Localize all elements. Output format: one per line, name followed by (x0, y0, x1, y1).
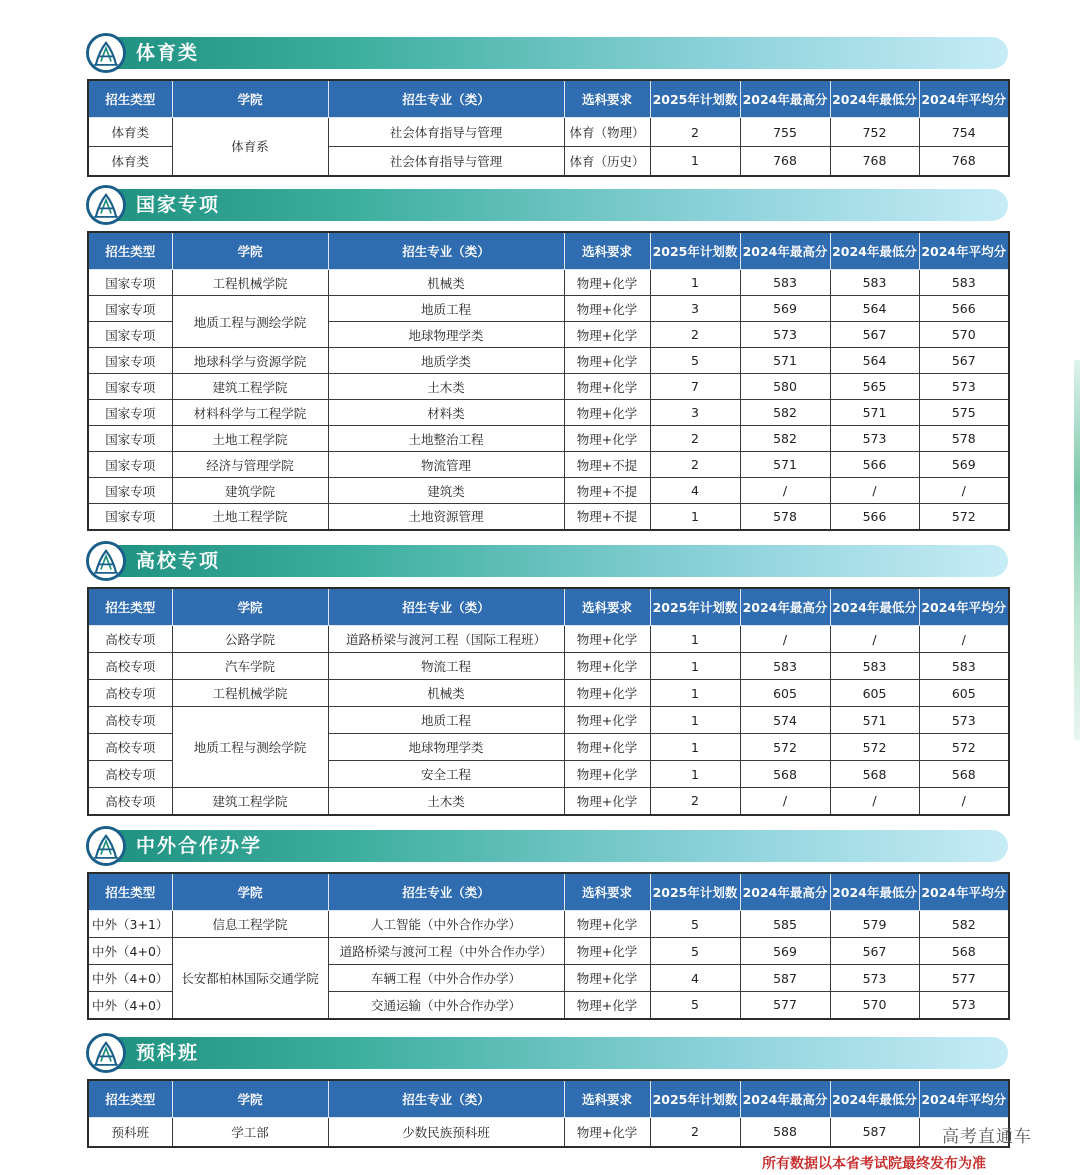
college-header: 学院 (172, 588, 328, 626)
admission-table (87, 587, 1010, 816)
avg-cell: 768 (919, 147, 1009, 176)
min-cell: 579 (830, 911, 919, 938)
type-cell: 高校专项 (88, 653, 172, 680)
plan-cell: 2 (650, 118, 740, 147)
type-cell: 高校专项 (88, 788, 172, 815)
min-cell: 587 (830, 1118, 919, 1147)
type-header: 招生类型 (88, 1080, 172, 1118)
type-cell: 高校专项 (88, 680, 172, 707)
type-cell: 国家专项 (88, 504, 172, 530)
plan-cell: 2 (650, 426, 740, 452)
type-header: 招生类型 (88, 232, 172, 270)
table-row (88, 374, 1009, 400)
major-header: 招生专业（类） (328, 80, 564, 118)
type-cell: 国家专项 (88, 426, 172, 452)
major-cell: 道路桥梁与渡河工程（国际工程班） (328, 626, 564, 653)
subject-cell: 物理+化学 (564, 788, 650, 815)
subject-cell: 物理+化学 (564, 911, 650, 938)
max-cell: 571 (740, 348, 830, 374)
avg-header: 2024年平均分 (919, 873, 1009, 911)
max-cell: 582 (740, 400, 830, 426)
avg-cell: 575 (919, 400, 1009, 426)
type-cell: 国家专项 (88, 296, 172, 322)
admission-table (87, 1079, 1010, 1148)
subject-cell: 体育（物理） (564, 118, 650, 147)
major-cell: 道路桥梁与渡河工程（中外合作办学） (328, 938, 564, 965)
subject-cell: 物理+不提 (564, 452, 650, 478)
type-cell: 中外（3+1） (88, 911, 172, 938)
section-banner (88, 830, 1008, 862)
table-row (88, 400, 1009, 426)
major-cell: 车辆工程（中外合作办学） (328, 965, 564, 992)
max-cell: 580 (740, 374, 830, 400)
min-cell: 566 (830, 504, 919, 530)
type-cell: 体育类 (88, 118, 172, 147)
plan-cell: 2 (650, 452, 740, 478)
table-row (88, 296, 1009, 322)
university-logo-icon (86, 185, 126, 225)
plan-cell: 1 (650, 761, 740, 788)
subject-cell: 物理+化学 (564, 965, 650, 992)
max-header: 2024年最高分 (740, 873, 830, 911)
max-cell: 572 (740, 734, 830, 761)
plan-cell: 1 (650, 626, 740, 653)
subject-cell: 物理+化学 (564, 426, 650, 452)
college-cell: 体育系 (172, 118, 328, 176)
subject-cell: 体育（历史） (564, 147, 650, 176)
type-cell: 国家专项 (88, 270, 172, 296)
type-header: 招生类型 (88, 588, 172, 626)
table-row (88, 504, 1009, 530)
college-cell: 公路学院 (172, 626, 328, 653)
plan-cell: 2 (650, 1118, 740, 1147)
college-cell: 建筑工程学院 (172, 788, 328, 815)
table-row (88, 452, 1009, 478)
table-row (88, 1118, 1009, 1147)
edge-decoration (1074, 360, 1080, 740)
max-cell: 768 (740, 147, 830, 176)
major-header: 招生专业（类） (328, 588, 564, 626)
plan-cell: 2 (650, 788, 740, 815)
plan-cell: 3 (650, 296, 740, 322)
subject-cell: 物理+化学 (564, 374, 650, 400)
min-cell: 565 (830, 374, 919, 400)
min-header: 2024年最低分 (830, 80, 919, 118)
table-header-row (88, 80, 1009, 118)
university-logo-icon (86, 1033, 126, 1073)
college-cell: 经济与管理学院 (172, 452, 328, 478)
max-cell: 577 (740, 992, 830, 1019)
table-row (88, 788, 1009, 815)
subject-cell: 物理+化学 (564, 348, 650, 374)
subject-header: 选科要求 (564, 80, 650, 118)
min-cell: 573 (830, 426, 919, 452)
subject-cell: 物理+化学 (564, 270, 650, 296)
major-cell: 地球物理学类 (328, 734, 564, 761)
college-cell: 信息工程学院 (172, 911, 328, 938)
max-cell: 573 (740, 322, 830, 348)
min-cell: 570 (830, 992, 919, 1019)
subject-cell: 物理+化学 (564, 761, 650, 788)
table-row (88, 653, 1009, 680)
plan-cell: 1 (650, 270, 740, 296)
major-cell: 人工智能（中外合作办学） (328, 911, 564, 938)
subject-cell: 物理+化学 (564, 707, 650, 734)
max-cell: 583 (740, 653, 830, 680)
plan-header: 2025年计划数 (650, 873, 740, 911)
major-cell: 土木类 (328, 788, 564, 815)
plan-cell: 4 (650, 965, 740, 992)
type-cell: 国家专项 (88, 374, 172, 400)
college-cell: 工程机械学院 (172, 270, 328, 296)
min-cell: 583 (830, 270, 919, 296)
subject-cell: 物理+化学 (564, 296, 650, 322)
table-row (88, 118, 1009, 147)
max-cell: 569 (740, 296, 830, 322)
avg-cell: 578 (919, 426, 1009, 452)
min-cell: 567 (830, 938, 919, 965)
major-cell: 地质工程 (328, 296, 564, 322)
table-row (88, 938, 1009, 965)
major-cell: 机械类 (328, 270, 564, 296)
major-cell: 交通运输（中外合作办学） (328, 992, 564, 1019)
table-header-row (88, 1080, 1009, 1118)
type-cell: 高校专项 (88, 734, 172, 761)
university-logo-icon (86, 541, 126, 581)
avg-cell: 582 (919, 911, 1009, 938)
subject-cell: 物理+化学 (564, 626, 650, 653)
table-row (88, 426, 1009, 452)
plan-cell: 1 (650, 653, 740, 680)
type-cell: 体育类 (88, 147, 172, 176)
section-title: 高校专项 (136, 550, 221, 572)
type-header: 招生类型 (88, 873, 172, 911)
college-cell: 地球科学与资源学院 (172, 348, 328, 374)
college-cell: 工程机械学院 (172, 680, 328, 707)
avg-cell: 605 (919, 680, 1009, 707)
major-cell: 物流管理 (328, 452, 564, 478)
university-logo-icon (86, 33, 126, 73)
college-cell: 长安都柏林国际交通学院 (172, 938, 328, 1019)
max-header: 2024年最高分 (740, 1080, 830, 1118)
max-cell: / (740, 788, 830, 815)
section-banner (88, 545, 1008, 577)
max-cell: / (740, 626, 830, 653)
table-row (88, 911, 1009, 938)
major-cell: 机械类 (328, 680, 564, 707)
max-cell: 587 (740, 965, 830, 992)
avg-cell: 572 (919, 734, 1009, 761)
min-cell: 568 (830, 761, 919, 788)
min-header: 2024年最低分 (830, 588, 919, 626)
max-header: 2024年最高分 (740, 588, 830, 626)
plan-cell: 5 (650, 992, 740, 1019)
section-banner (88, 37, 1008, 69)
college-cell: 土地工程学院 (172, 504, 328, 530)
avg-cell: 754 (919, 118, 1009, 147)
avg-cell: 573 (919, 374, 1009, 400)
min-cell: 571 (830, 400, 919, 426)
min-cell: 564 (830, 296, 919, 322)
subject-cell: 物理+化学 (564, 734, 650, 761)
section-title: 中外合作办学 (136, 835, 263, 857)
plan-cell: 1 (650, 147, 740, 176)
major-cell: 社会体育指导与管理 (328, 147, 564, 176)
min-header: 2024年最低分 (830, 232, 919, 270)
subject-header: 选科要求 (564, 1080, 650, 1118)
major-cell: 少数民族预科班 (328, 1118, 564, 1147)
max-header: 2024年最高分 (740, 80, 830, 118)
min-cell: 583 (830, 653, 919, 680)
max-cell: 588 (740, 1118, 830, 1147)
table-row (88, 348, 1009, 374)
type-cell: 中外（4+0） (88, 938, 172, 965)
plan-header: 2025年计划数 (650, 80, 740, 118)
major-header: 招生专业（类） (328, 1080, 564, 1118)
avg-cell: 583 (919, 653, 1009, 680)
major-cell: 地质工程 (328, 707, 564, 734)
subject-header: 选科要求 (564, 232, 650, 270)
min-cell: 571 (830, 707, 919, 734)
avg-cell: 567 (919, 348, 1009, 374)
college-cell: 建筑工程学院 (172, 374, 328, 400)
max-cell: 571 (740, 452, 830, 478)
plan-cell: 5 (650, 348, 740, 374)
max-header: 2024年最高分 (740, 232, 830, 270)
type-cell: 国家专项 (88, 452, 172, 478)
table-row (88, 680, 1009, 707)
plan-header: 2025年计划数 (650, 1080, 740, 1118)
table-row (88, 270, 1009, 296)
admission-table (87, 872, 1010, 1020)
type-cell: 高校专项 (88, 761, 172, 788)
college-cell: 地质工程与测绘学院 (172, 296, 328, 348)
max-cell: 755 (740, 118, 830, 147)
section-title: 国家专项 (136, 194, 221, 216)
plan-cell: 4 (650, 478, 740, 504)
college-header: 学院 (172, 232, 328, 270)
college-cell: 地质工程与测绘学院 (172, 707, 328, 788)
min-cell: 605 (830, 680, 919, 707)
major-cell: 安全工程 (328, 761, 564, 788)
avg-cell: 568 (919, 938, 1009, 965)
section-banner (88, 189, 1008, 221)
plan-cell: 7 (650, 374, 740, 400)
subject-cell: 物理+化学 (564, 322, 650, 348)
min-cell: 752 (830, 118, 919, 147)
min-cell: 573 (830, 965, 919, 992)
major-cell: 地质学类 (328, 348, 564, 374)
table-row (88, 707, 1009, 734)
type-cell: 预科班 (88, 1118, 172, 1147)
major-cell: 地球物理学类 (328, 322, 564, 348)
type-header: 招生类型 (88, 80, 172, 118)
footnote: 所有数据以本省考试院最终发布为准 (762, 1156, 986, 1172)
min-cell: / (830, 788, 919, 815)
major-cell: 土地整治工程 (328, 426, 564, 452)
university-logo-icon (86, 826, 126, 866)
plan-cell: 1 (650, 734, 740, 761)
table-header-row (88, 588, 1009, 626)
plan-cell: 1 (650, 680, 740, 707)
min-cell: 566 (830, 452, 919, 478)
avg-cell: / (919, 788, 1009, 815)
plan-cell: 3 (650, 400, 740, 426)
college-cell: 建筑学院 (172, 478, 328, 504)
max-cell: 569 (740, 938, 830, 965)
plan-header: 2025年计划数 (650, 588, 740, 626)
avg-cell: 577 (919, 965, 1009, 992)
section-banner (88, 1037, 1008, 1069)
type-cell: 高校专项 (88, 707, 172, 734)
subject-cell: 物理+化学 (564, 653, 650, 680)
avg-cell: / (919, 626, 1009, 653)
type-cell: 国家专项 (88, 348, 172, 374)
avg-cell: 569 (919, 452, 1009, 478)
section-title: 体育类 (136, 42, 200, 64)
college-header: 学院 (172, 873, 328, 911)
major-cell: 社会体育指导与管理 (328, 118, 564, 147)
admission-table (87, 231, 1010, 531)
college-cell: 学工部 (172, 1118, 328, 1147)
plan-cell: 5 (650, 911, 740, 938)
college-header: 学院 (172, 80, 328, 118)
type-cell: 国家专项 (88, 400, 172, 426)
plan-cell: 5 (650, 938, 740, 965)
major-header: 招生专业（类） (328, 232, 564, 270)
avg-cell: 570 (919, 322, 1009, 348)
min-cell: 768 (830, 147, 919, 176)
type-cell: 国家专项 (88, 478, 172, 504)
subject-cell: 物理+化学 (564, 680, 650, 707)
min-header: 2024年最低分 (830, 873, 919, 911)
table-row (88, 626, 1009, 653)
plan-header: 2025年计划数 (650, 232, 740, 270)
college-cell: 土地工程学院 (172, 426, 328, 452)
avg-header: 2024年平均分 (919, 588, 1009, 626)
admission-table (87, 79, 1010, 177)
subject-cell: 物理+不提 (564, 504, 650, 530)
avg-cell: 583 (919, 270, 1009, 296)
avg-header: 2024年平均分 (919, 1080, 1009, 1118)
type-cell: 国家专项 (88, 322, 172, 348)
type-cell: 中外（4+0） (88, 965, 172, 992)
subject-header: 选科要求 (564, 873, 650, 911)
max-cell: 585 (740, 911, 830, 938)
table-row (88, 478, 1009, 504)
max-cell: 568 (740, 761, 830, 788)
table-header-row (88, 232, 1009, 270)
major-cell: 物流工程 (328, 653, 564, 680)
subject-cell: 物理+不提 (564, 478, 650, 504)
max-cell: / (740, 478, 830, 504)
avg-cell: 566 (919, 296, 1009, 322)
avg-cell: 568 (919, 761, 1009, 788)
college-cell: 汽车学院 (172, 653, 328, 680)
avg-cell: 572 (919, 504, 1009, 530)
section-title: 预科班 (136, 1042, 200, 1064)
min-cell: 572 (830, 734, 919, 761)
min-header: 2024年最低分 (830, 1080, 919, 1118)
avg-cell: / (919, 478, 1009, 504)
subject-cell: 物理+化学 (564, 400, 650, 426)
plan-cell: 1 (650, 707, 740, 734)
max-cell: 578 (740, 504, 830, 530)
type-cell: 高校专项 (88, 626, 172, 653)
plan-cell: 2 (650, 322, 740, 348)
type-cell: 中外（4+0） (88, 992, 172, 1019)
min-cell: / (830, 478, 919, 504)
table-header-row (88, 873, 1009, 911)
subject-cell: 物理+化学 (564, 1118, 650, 1147)
major-cell: 土地资源管理 (328, 504, 564, 530)
max-cell: 605 (740, 680, 830, 707)
plan-cell: 1 (650, 504, 740, 530)
avg-header: 2024年平均分 (919, 80, 1009, 118)
college-cell: 材料科学与工程学院 (172, 400, 328, 426)
subject-header: 选科要求 (564, 588, 650, 626)
max-cell: 574 (740, 707, 830, 734)
subject-cell: 物理+化学 (564, 992, 650, 1019)
max-cell: 583 (740, 270, 830, 296)
min-cell: 564 (830, 348, 919, 374)
major-cell: 材料类 (328, 400, 564, 426)
watermark: 高考直通车 (942, 1127, 1032, 1147)
major-cell: 土木类 (328, 374, 564, 400)
subject-cell: 物理+化学 (564, 938, 650, 965)
major-cell: 建筑类 (328, 478, 564, 504)
avg-header: 2024年平均分 (919, 232, 1009, 270)
major-header: 招生专业（类） (328, 873, 564, 911)
max-cell: 582 (740, 426, 830, 452)
min-cell: 567 (830, 322, 919, 348)
avg-cell: 573 (919, 992, 1009, 1019)
avg-cell: 573 (919, 707, 1009, 734)
college-header: 学院 (172, 1080, 328, 1118)
min-cell: / (830, 626, 919, 653)
